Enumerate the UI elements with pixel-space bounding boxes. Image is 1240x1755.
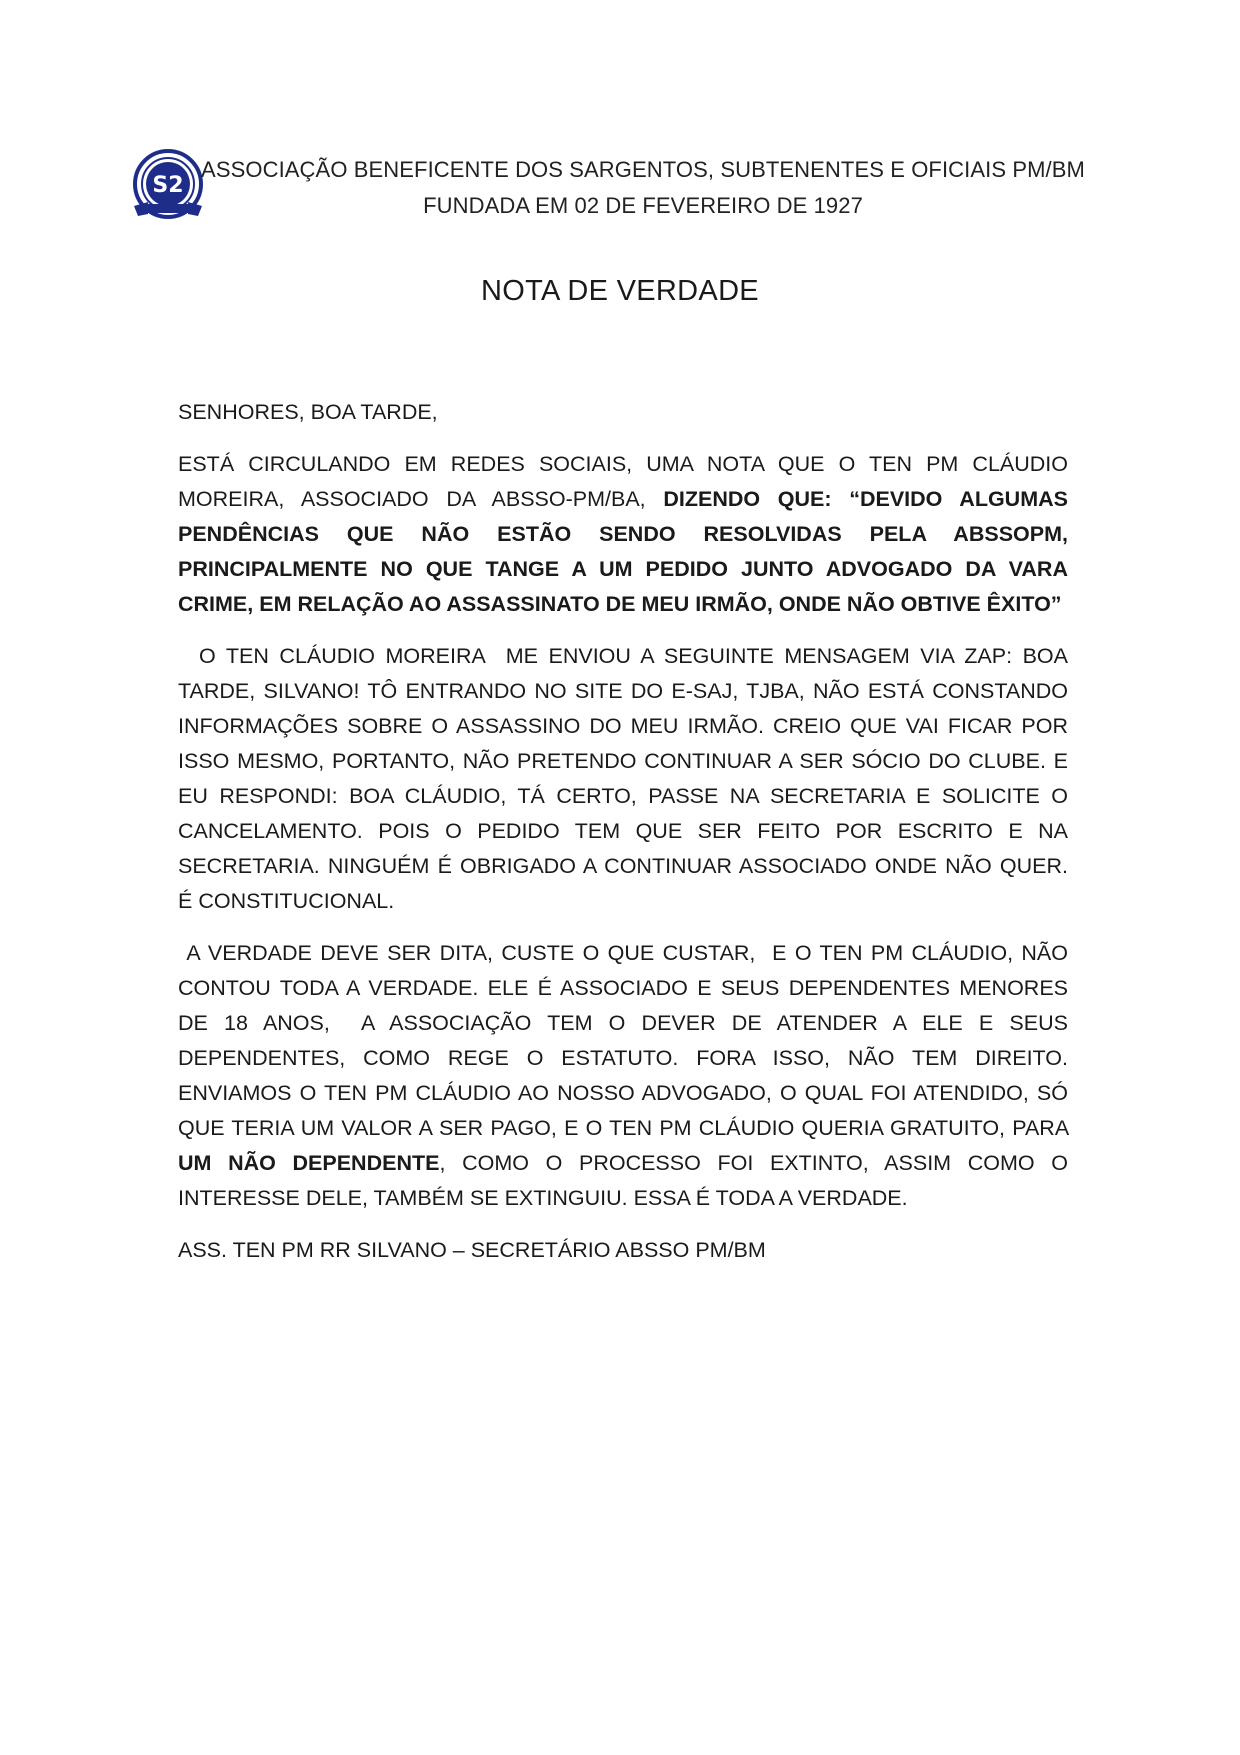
svg-text:S2: S2: [152, 173, 184, 198]
paragraph-3: [178, 936, 1074, 1216]
paragraph-1: [178, 447, 1068, 622]
document-title: NOTA DE VERDADE: [481, 275, 759, 307]
greeting: SENHORES, BOA TARDE,: [178, 400, 438, 424]
letterhead-text: [178, 152, 1108, 224]
association-name: ASSOCIAÇÃO BENEFICENTE DOS SARGENTOS, SUBTENENTES E OFICIAIS PM/BM: [201, 157, 1085, 182]
paragraph-3-text: A VERDADE DEVE SER DITA, CUSTE O QUE CUSTAR, E O TEN PM CLÁUDIO, NÃO CONTOU TODA A VERDADE. ELE É ASSOCIADO E SEUS DEPENDENTES MENORES DE 18 ANOS, A ASSOCIAÇÃO TEM O DEVER DE ATENDER A ELE E SEUS DEPENDENTES, COMO REGE O ESTATUTO. FORA ISSO, NÃO TEM DIREITO. ENVIAMOS O TEN PM CLÁUDIO AO NOSSO ADVOGADO, O QUAL FOI ATENDIDO, SÓ QUE TERIA UM VALOR A SER PAGO, E O TEN PM CLÁUDIO QUERIA GRATUITO, PARA: [178, 941, 1074, 1140]
founding-date: FUNDADA EM 02 DE FEVEREIRO DE 1927: [423, 193, 863, 218]
document-body: [178, 395, 1074, 1285]
paragraph-3-emphasis: UM NÃO DEPENDENTE: [178, 1151, 440, 1175]
paragraph-2: O TEN CLÁUDIO MOREIRA ME ENVIOU A SEGUINTE MENSAGEM VIA ZAP: BOA TARDE, SILVANO! TÔ ENTRANDO NO SITE DO E-SAJ, TJBA, NÃO ESTÁ CONSTANDO INFORMAÇÕES SOBRE O ASSASSINO DO MEU IRMÃO. CREIO QUE VAI FICAR POR ISSO MESMO, PORTANTO, NÃO PRETENDO CONTINUAR A SER SÓCIO DO CLUBE. E EU RESPONDI: BOA CLÁUDIO, TÁ CERTO, PASSE NA SECRETARIA E SOLICITE O CANCELAMENTO. POIS O PEDIDO TEM QUE SER FEITO POR ESCRITO E NA SECRETARIA. NINGUÉM É OBRIGADO A CONTINUAR ASSOCIADO ONDE NÃO QUER. É CONSTITUCIONAL.: [178, 644, 1074, 913]
letterhead: [128, 142, 1108, 222]
signature: ASS. TEN PM RR SILVANO – SECRETÁRIO ABSSO PM/BM: [178, 1238, 766, 1262]
paragraph-3-end: , COMO O PROCESSO FOI EXTINTO, ASSIM COMO O INTERESSE DELE, TAMBÉM SE EXTINGUIU. ESSA É TODA A VERDADE.: [178, 1151, 1074, 1210]
paragraph-1-intro: ESTÁ CIRCULANDO EM REDES SOCIAIS, UMA NOTA QUE O TEN PM CLÁUDIO MOREIRA, ASSOCIADO DA ABSSO-PM/BA,: [178, 452, 1068, 511]
paragraph-1-quote: DIZENDO QUE: “DEVIDO ALGUMAS PENDÊNCIAS QUE NÃO ESTÃO SENDO RESOLVIDAS PELA ABSSOPM, PRINCIPALMENTE NO QUE TANGE A UM PEDIDO JUNTO ADVOGADO DA VARA CRIME, EM RELAÇÃO AO ASSASSINATO DE MEU IRMÃO, ONDE NÃO OBTIVE ÊXITO”: [178, 487, 1068, 616]
